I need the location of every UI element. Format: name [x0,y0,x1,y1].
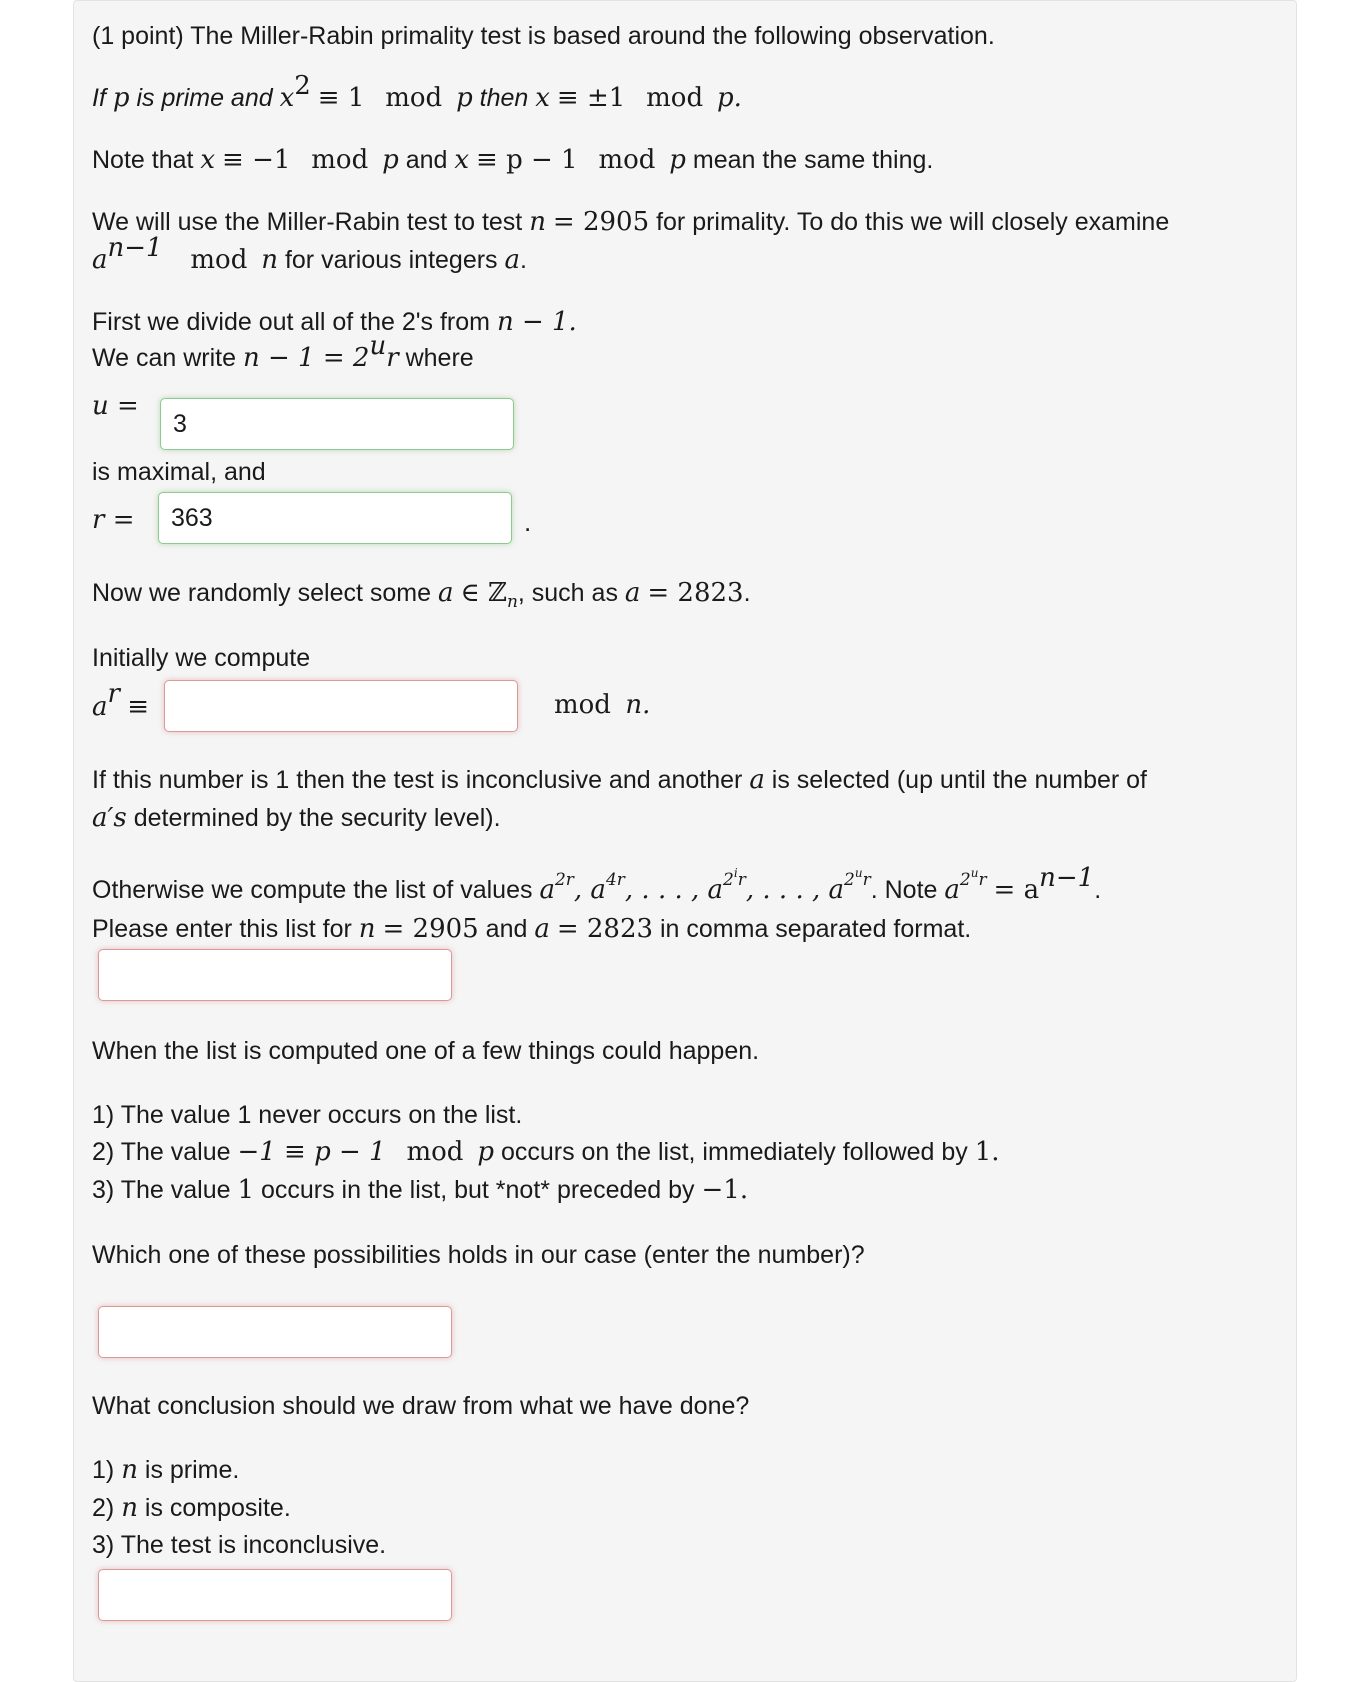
observation-line: If p is prime and $x^2 \equiv 1$ mod p then x ≡ ±1 mod p. [92,70,742,113]
test-line-2: $a^{n-1}$ mod n for various integers a. [92,232,527,275]
ar-label: $a^r$ ≡ [92,679,149,722]
divide-line-1: First we divide out all of the 2's from n − 1. [92,307,577,337]
intro-text: (1 point) The Miller-Rabin primality test is based around the following observation. [92,22,995,50]
test-line-1: We will use the Miller-Rabin test to test n = 2905 for primality. To do this we will closely examine [92,207,1170,237]
r-label: r = [92,505,135,535]
conclusion-input[interactable] [98,1569,452,1621]
r-input[interactable]: 363 [158,492,512,544]
select-line: Now we randomly select some a ∈ ℤ$_n$, such as a = 2823. [92,578,751,612]
conclusion-question: What conclusion should we draw from what we have done? [92,1392,750,1420]
ar-input[interactable] [164,680,518,732]
note-line: Note that x ≡ −1 mod p and x ≡ p − 1 mod p mean the same thing. [92,145,934,175]
u-input[interactable]: 3 [160,398,514,450]
ar-mod: mod n. [554,690,651,720]
option-1: 1) n is prime. [92,1455,240,1485]
list-line-1: Otherwise we compute the list of values $a^{2r}$, $a^{4r}$, . . . , $a^{2^ir}$, . . . , $a^{2^ur}$. Note $a^{2^ur} = a^{n-1}$. [92,862,1102,905]
which-input[interactable] [98,1306,452,1358]
inconclusive-line-1: If this number is 1 then the test is inconclusive and another a is selected (up until the number of [92,765,1148,795]
happen-text: When the list is computed one of a few things could happen. [92,1037,760,1065]
maximal-text: is maximal, and [92,458,266,486]
inconclusive-line-2: a′s determined by the security level). [92,803,501,833]
list-input[interactable] [98,949,452,1001]
case-1: 1) The value 1 never occurs on the list. [92,1101,523,1129]
which-question: Which one of these possibilities holds in our case (enter the number)? [92,1241,865,1269]
case-2: 2) The value −1 ≡ p − 1 mod p occurs on the list, immediately followed by 1. [92,1137,1000,1167]
case-3: 3) The value 1 occurs in the list, but *not* preceded by −1. [92,1175,749,1205]
r-trailing-dot: . [524,507,532,537]
u-label: u = [92,391,139,421]
option-3: 3) The test is inconclusive. [92,1531,387,1559]
divide-line-2: We can write $n - 1 = 2^ur$ where [92,330,474,373]
initial-text: Initially we compute [92,644,311,672]
list-line-2: Please enter this list for n = 2905 and a = 2823 in comma separated format. [92,914,972,944]
option-2: 2) n is composite. [92,1493,291,1523]
